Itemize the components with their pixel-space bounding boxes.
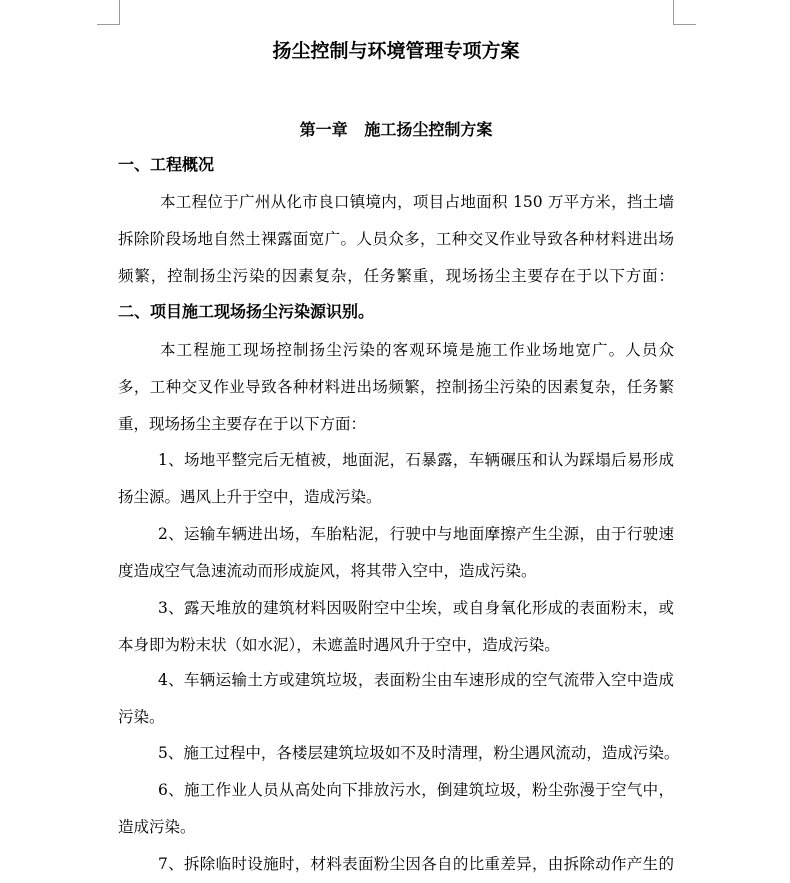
document-title: 扬尘控制与环境管理专项方案 [272,40,520,62]
chapter-title: 第一章 施工扬尘控制方案 [299,120,493,139]
paragraph-line: 拆除阶段场地自然土裸露面宽广。人员众多，工种交叉作业导致各种材料进出场 [118,229,674,248]
paragraph-line: 重，现场扬尘主要存在于以下方面： [118,414,367,433]
paragraph-line: 频繁，控制扬尘污染的因素复杂，任务繁重，现场扬尘主要存在于以下方面： [118,266,674,285]
list-item-line: 造成污染。 [118,817,196,836]
page-corner-mark-left [97,0,120,25]
list-item [118,772,674,846]
list-item [118,590,674,664]
section-heading-overview: 一、工程概况 [118,155,215,174]
list-item-line: 4、车辆运输土方或建筑垃圾，表面粉尘由车速形成的空气流带入空中造成 [158,671,674,689]
list-item-line: 6、施工作业人员从高处向下排放污水，倒建筑垃圾，粉尘弥漫于空气中， [158,781,674,799]
list-item [118,442,674,516]
list-item-line: 1、场地平整完后无植被，地面泥，石暴露，车辆碾压和认为踩塌后易形成 [158,451,674,469]
list-item-line: 5、施工过程中，各楼层建筑垃圾如不及时清理，粉尘遇风流动，造成污染。 [158,744,680,762]
list-item-line: 本身即为粉末状（如水泥），未遮盖时遇风升于空中，造成污染。 [118,635,560,654]
list-item-line: 2、运输车辆进出场，车胎粘泥，行驶中与地面摩擦产生尘源，由于行驶速 [158,525,674,543]
list-item-line: 7、拆除临时设施时，材料表面粉尘因各自的比重差异，由拆除动作产生的 [158,855,674,873]
list-item [118,662,674,736]
pollution-intro-paragraph [118,332,674,442]
list-item [118,735,680,772]
list-item-line: 3、露天堆放的建筑材料因吸附空中尘埃，或自身氧化形成的表面粉末，或 [158,599,674,617]
overview-paragraph [118,184,674,294]
list-item [118,516,674,590]
paragraph-line: 多，工种交叉作业导致各种材料进出场频繁，控制扬尘污染的因素复杂，任务繁 [118,377,674,396]
list-item-line: 度造成空气急速流动而形成旋风，将其带入空中，造成污染。 [118,561,537,580]
list-item-line: 扬尘源。遇风上升于空中，造成污染。 [118,487,382,506]
section-heading-pollution-sources: 二、项目施工现场扬尘污染源识别。 [118,302,375,321]
page-corner-mark-right [673,0,696,25]
list-item-line: 污染。 [118,707,165,726]
paragraph-line: 本工程位于广州从化市良口镇境内，项目占地面积 150 万平方米，挡土墙 [160,193,674,211]
paragraph-line: 本工程施工现场控制扬尘污染的客观环境是施工作业场地宽广。人员众 [160,341,674,359]
list-item [118,846,674,883]
